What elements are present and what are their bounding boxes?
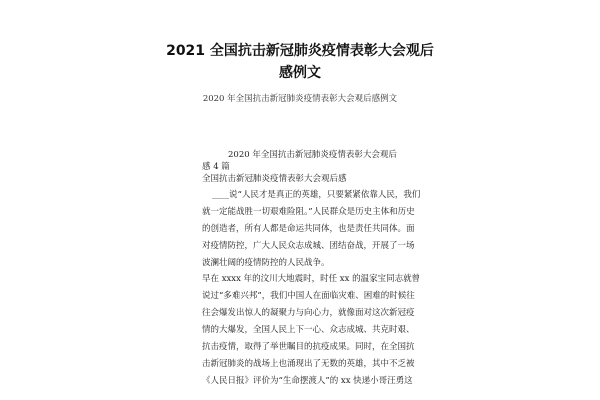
body-line: 说过“多难兴邦”，我们中国人在面临灾难、困难的时候往	[202, 291, 415, 301]
body-line: 对疫情防控，广大人民众志成城、团结奋战，开展了一场	[202, 241, 415, 251]
document-subtitle: 2020 年全国抗击新冠肺炎疫情表彰大会观后感例文	[202, 94, 398, 104]
body-line: 情的大爆发，全国人民上下一心、众志成城、共克时艰、	[202, 325, 415, 335]
section-subheading: 全国抗击新冠肺炎疫情表彰大会观后感	[202, 174, 347, 184]
body-line: 《人民日报》评价为“生命摆渡人”的 xx 快递小哥汪勇这	[202, 376, 413, 386]
body-line: 早在 xxxx 年的汶川大地震时，时任 xx 的温家宝同志就曾	[202, 274, 421, 284]
body-line: 往会爆发出惊人的凝聚力与向心力，就像面对这次新冠疫	[202, 308, 415, 318]
body-line: 击新冠肺炎的战场上也涌现出了无数的英雄，其中不乏被	[202, 359, 415, 369]
section-heading-line-2: 感 4 篇	[202, 162, 230, 172]
body-line: 的创造者，所有人都是命运共同体，也是责任共同体。面	[202, 224, 415, 234]
section-heading-line-1: 2020 年全国抗击新冠肺炎疫情表彰大会观后	[228, 150, 397, 160]
body-line: 波澜壮阔的疫情防控的人民战争。	[202, 258, 330, 268]
document-title-line-2: 感例文	[279, 65, 321, 81]
body-line: 抗击疫情，取得了举世瞩目的抗疫成果。同时，在全国抗	[202, 342, 415, 352]
body-line: 就一定能战胜一切艰难险阻。”人民群众是历史主体和历史	[202, 207, 415, 217]
body-line: ____说“人民才是真正的英雄，只要紧紧依靠人民，我们	[212, 190, 421, 200]
document-title-line-1: 2021 全国抗击新冠肺炎疫情表彰大会观后	[166, 43, 434, 59]
